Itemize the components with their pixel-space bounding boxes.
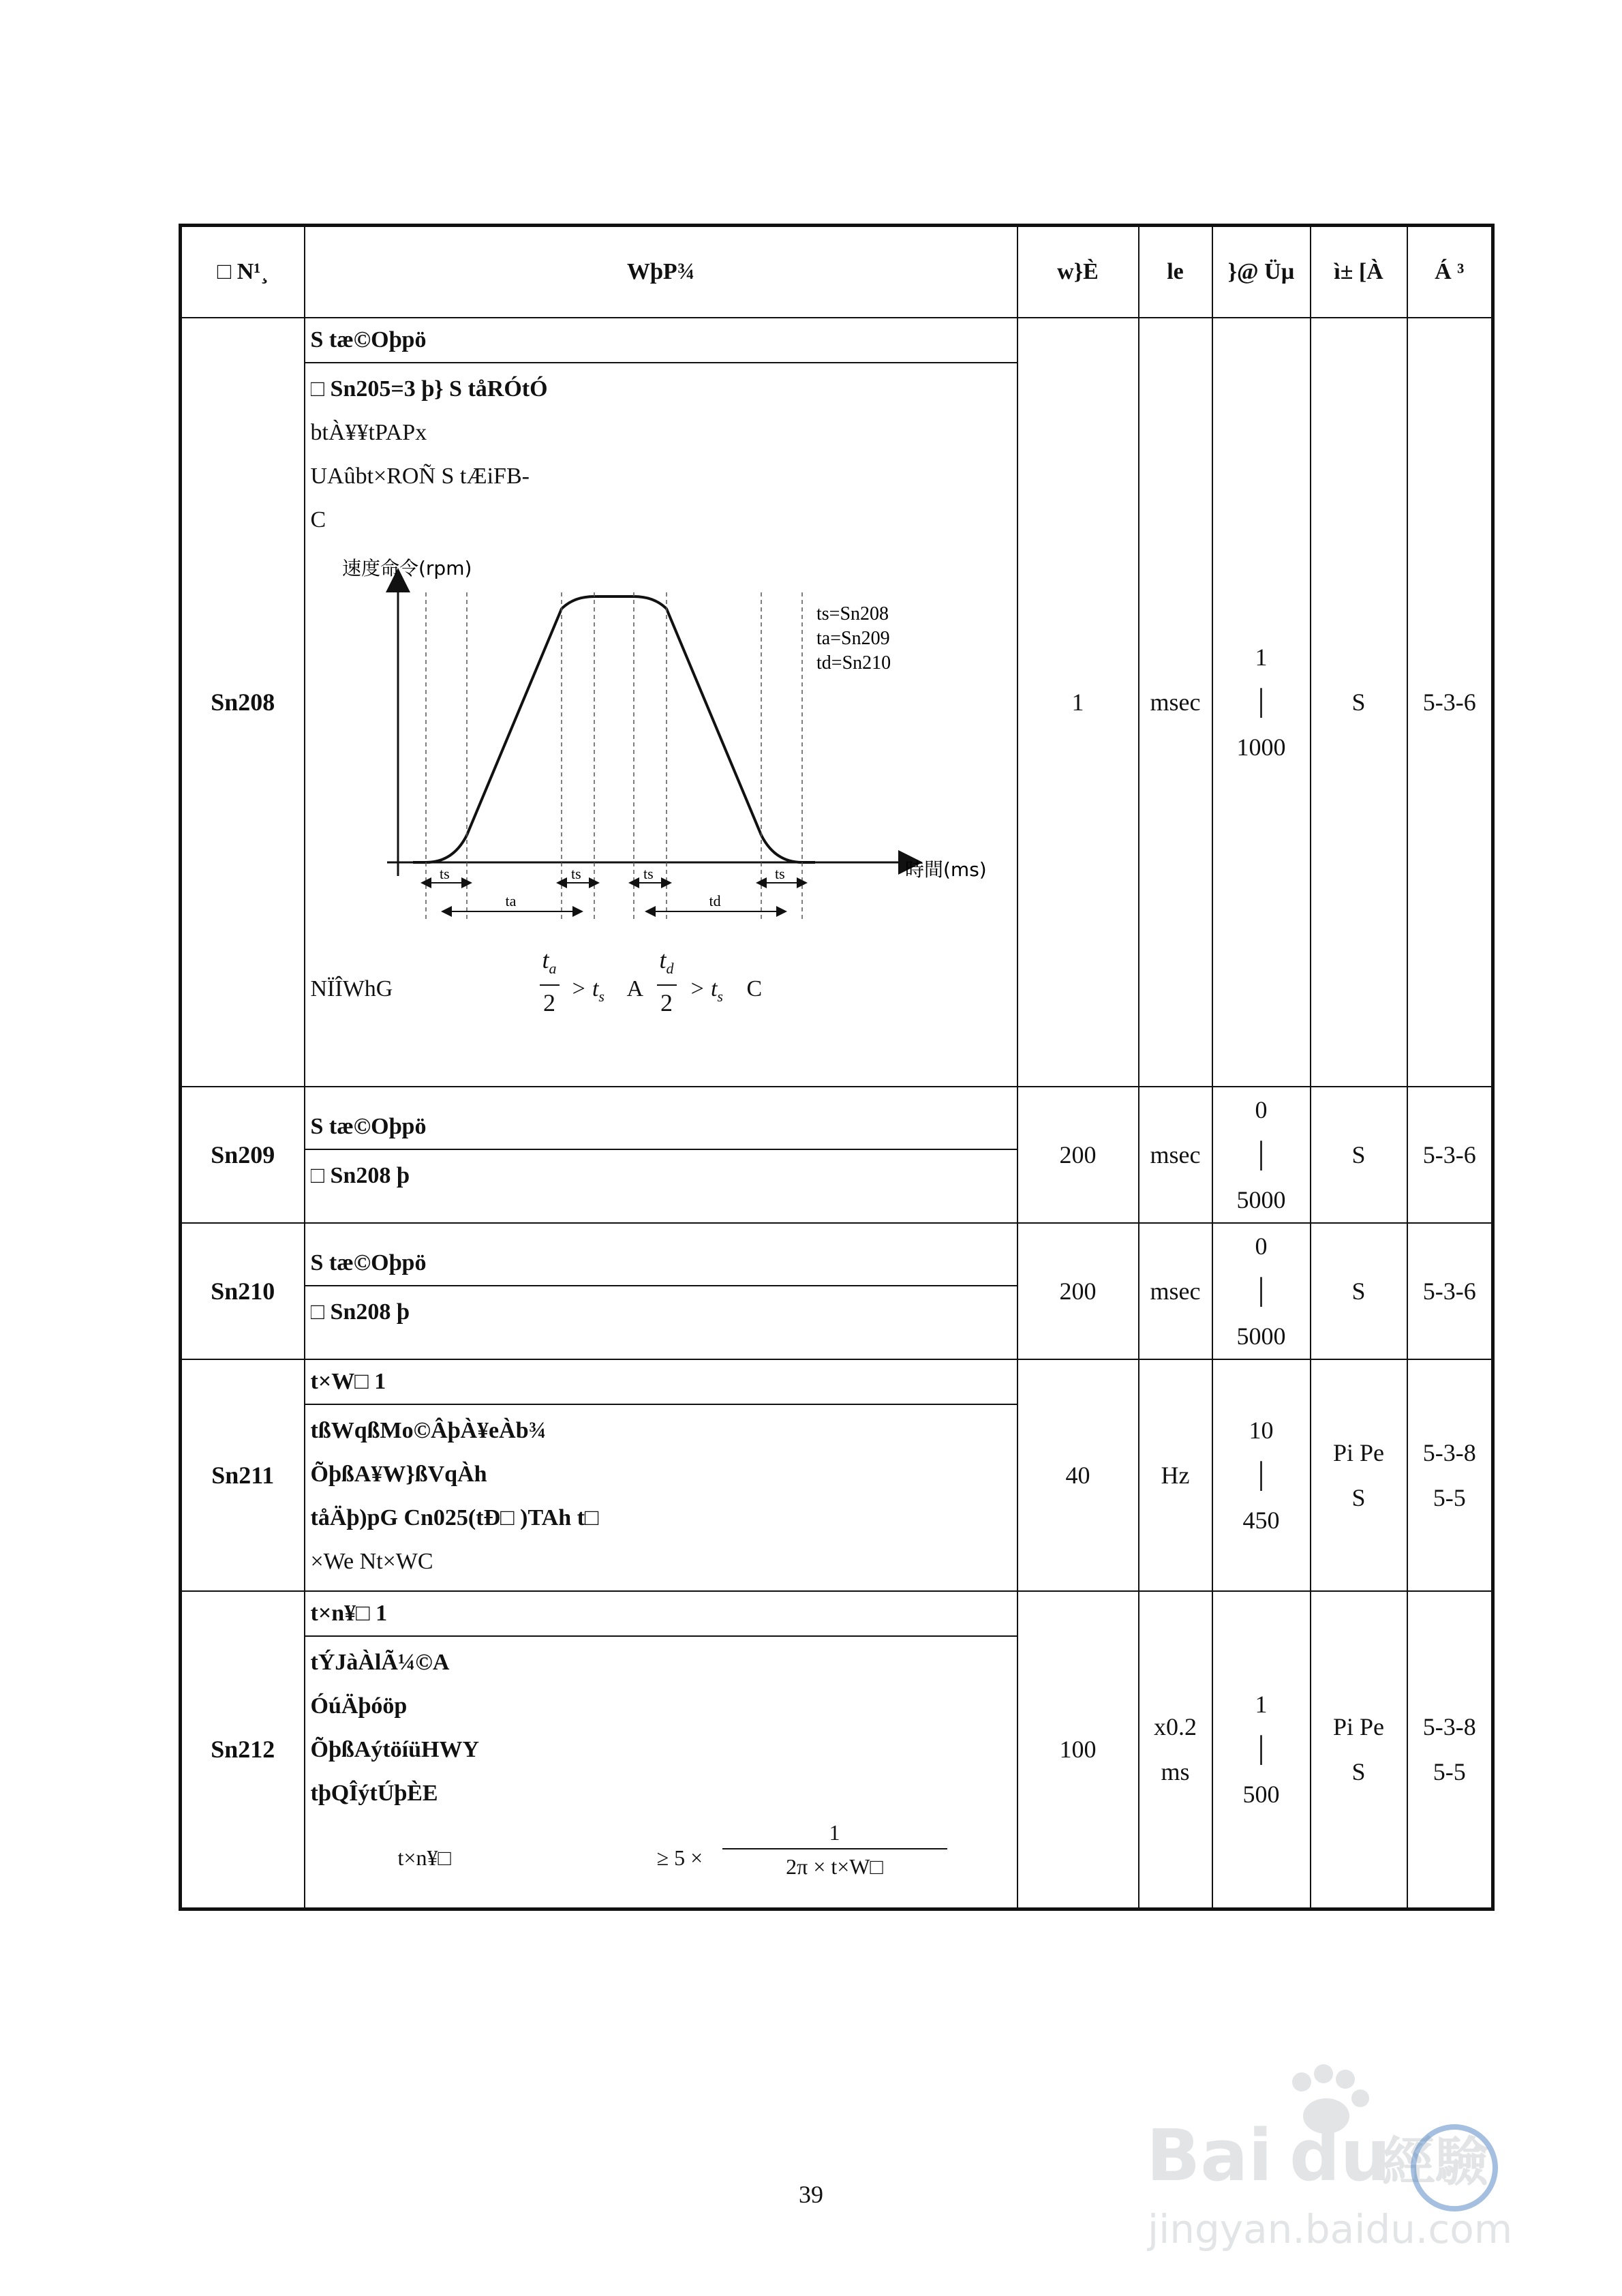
range-separator: │	[1252, 689, 1270, 716]
gt-sign: > t	[570, 976, 599, 1001]
default-value: 1	[1017, 318, 1139, 1087]
x-axis-label: 時間(ms)	[904, 858, 987, 881]
section-value: 5-3-6	[1407, 1087, 1493, 1223]
ts-label: ts	[774, 865, 785, 882]
range-max: 500	[1242, 1781, 1280, 1809]
control-mode-value: Pi Pe S	[1311, 1591, 1407, 1909]
formula-end: C	[746, 976, 763, 1001]
ta-label: ta	[505, 892, 516, 909]
header-range: }@ Üµ	[1212, 226, 1311, 318]
watermark-bai: Bai	[1146, 2114, 1273, 2197]
paw-pad	[1292, 2072, 1311, 2091]
param-number: Sn212	[181, 1591, 305, 1909]
gt-sign: > t	[689, 976, 718, 1001]
unit-value: msec	[1139, 1223, 1212, 1359]
cutoff-formula	[311, 1815, 1011, 1890]
param-title: S tæ©Oþpö	[305, 1105, 1017, 1150]
header-param-no: □ N¹¸	[181, 226, 305, 318]
default-value: 200	[1017, 1087, 1139, 1223]
formula-den: 2π × t×W□	[786, 1854, 883, 1879]
formula-lhs: t×n¥□	[397, 1845, 451, 1870]
header-control-mode: ì± [À	[1311, 226, 1407, 318]
param-description	[305, 318, 1017, 1087]
param-number: Sn209	[181, 1087, 305, 1223]
y-axis-label: 速度命令(rpm)	[341, 557, 472, 579]
desc-line: ÕþßA¥W}ßVqÀh	[310, 1462, 487, 1487]
range-min: 0	[1255, 1233, 1268, 1260]
param-title: S tæ©Oþpö	[305, 318, 1017, 363]
inequality-ts	[571, 967, 605, 1018]
note-prefix: NÏÎWhG	[310, 976, 393, 1001]
watermark-du: du	[1289, 2114, 1391, 2197]
range-value	[1212, 318, 1311, 1087]
param-description	[305, 1359, 1017, 1591]
param-body	[305, 1405, 1017, 1590]
param-body	[305, 363, 1017, 1040]
inequality-ts-2	[690, 967, 723, 1018]
desc-line: □ Sn208 þ	[310, 1163, 410, 1188]
frac-sub: d	[666, 960, 674, 978]
range-value	[1212, 1359, 1311, 1591]
paw-pad	[1351, 2089, 1369, 2107]
range-separator: │	[1252, 1462, 1270, 1489]
range-separator: │	[1252, 1278, 1270, 1305]
ts-label: ts	[643, 865, 654, 882]
desc-line: C	[310, 507, 326, 532]
formula-prefix: ≥ 5 ×	[656, 1845, 703, 1870]
desc-line: □ Sn208 þ	[310, 1299, 410, 1325]
desc-line: □ Sn205=3 þ} S tåRÓtÓ	[310, 376, 548, 402]
header-unit: le	[1139, 226, 1212, 318]
watermark-url: jingyan.baidu.com	[1148, 2206, 1513, 2252]
range-value	[1212, 1591, 1311, 1909]
param-number: Sn211	[181, 1359, 305, 1591]
section-value: 5-3-8 5-5	[1407, 1591, 1493, 1909]
paw-pad	[1314, 2064, 1333, 2083]
desc-line: tþQÎýtÚþÈE	[310, 1781, 438, 1806]
control-mode-value: S	[1311, 1223, 1407, 1359]
fraction-td-over-2	[657, 944, 677, 1020]
frac-num: t	[542, 946, 549, 973]
range-min: 1	[1255, 644, 1268, 671]
ts-label: ts	[439, 865, 450, 882]
frac-sub: a	[549, 960, 557, 978]
table-row	[181, 318, 1493, 1087]
paw-pad	[1336, 2070, 1355, 2089]
speed-profile-svg	[311, 556, 992, 944]
default-value: 200	[1017, 1223, 1139, 1359]
page-number: 39	[799, 2181, 823, 2208]
range-value	[1212, 1223, 1311, 1359]
frac-num: t	[659, 946, 667, 973]
table-row	[181, 1591, 1493, 1909]
range-min: 1	[1255, 1691, 1268, 1719]
range-min: 0	[1255, 1096, 1268, 1123]
range-min: 10	[1249, 1417, 1274, 1444]
range-max: 5000	[1236, 1323, 1286, 1350]
table-row	[181, 1087, 1493, 1223]
formula-fraction	[722, 1817, 947, 1884]
speed-profile-line	[413, 596, 815, 862]
default-value: 40	[1017, 1359, 1139, 1591]
condition-formula	[311, 944, 1011, 1033]
param-title: S tæ©Oþpö	[305, 1241, 1017, 1286]
param-description	[305, 1223, 1017, 1359]
section-value: 5-3-6	[1407, 318, 1493, 1087]
legend-ta: ta=Sn209	[816, 628, 890, 649]
frac-den: 2	[543, 989, 555, 1017]
section-value: 5-3-6	[1407, 1223, 1493, 1359]
default-value: 100	[1017, 1591, 1139, 1909]
legend-ts: ts=Sn208	[816, 603, 889, 624]
legend-td: td=Sn210	[816, 652, 891, 674]
separator-a: A	[626, 976, 644, 1001]
param-title: t×W□ 1	[305, 1360, 1017, 1405]
range-max: 5000	[1236, 1186, 1286, 1213]
parameter-table	[179, 224, 1495, 1911]
unit-value: x0.2 ms	[1139, 1591, 1212, 1909]
range-max: 1000	[1236, 734, 1286, 761]
baidu-jingyan-watermark	[1145, 2059, 1527, 2263]
param-number: Sn210	[181, 1223, 305, 1359]
header-description: WþP¾	[305, 226, 1017, 318]
range-separator: │	[1252, 1736, 1270, 1764]
desc-line: btÀ¥¥tPAPx	[310, 420, 427, 445]
range-separator: │	[1252, 1141, 1270, 1168]
param-body	[305, 1286, 1017, 1341]
desc-line: ÓúÄþóöp	[310, 1693, 408, 1719]
header-default: w}È	[1017, 226, 1139, 318]
control-mode-value: Pi Pe S	[1311, 1359, 1407, 1591]
unit-value: msec	[1139, 318, 1212, 1087]
speed-profile-chart	[311, 556, 992, 944]
watermark-jingyan: 經驗	[1382, 2132, 1489, 2193]
range-max: 450	[1242, 1507, 1280, 1534]
desc-line: tßWqßMo©ÂþÀ¥eÀb¾	[310, 1418, 547, 1443]
desc-line: ÕþßAýtöíüHWY	[310, 1737, 479, 1762]
formula-num: 1	[722, 1817, 947, 1849]
param-description	[305, 1087, 1017, 1223]
desc-line: tÝJàÀlÃ¼©A	[310, 1650, 450, 1675]
frac-den: 2	[660, 989, 673, 1017]
unit-value: msec	[1139, 1087, 1212, 1223]
control-mode-value: S	[1311, 318, 1407, 1087]
sub-s: s	[717, 987, 723, 1005]
table-row	[181, 1223, 1493, 1359]
desc-line: ×We Nt×WC	[310, 1549, 433, 1574]
ts-label: ts	[570, 865, 581, 882]
fraction-ta-over-2	[540, 944, 560, 1020]
sub-s: s	[598, 987, 605, 1005]
param-body	[305, 1637, 1017, 1897]
param-number: Sn208	[181, 318, 305, 1087]
header-section: Á ³	[1407, 226, 1493, 318]
table-row	[181, 1359, 1493, 1591]
range-value	[1212, 1087, 1311, 1223]
param-title: t×n¥□ 1	[305, 1592, 1017, 1637]
td-label: td	[709, 892, 721, 909]
param-body	[305, 1150, 1017, 1205]
section-value: 5-3-8 5-5	[1407, 1359, 1493, 1591]
desc-line: tåÄþ)pG Cn025(tÐ□ )TAh t□	[310, 1505, 599, 1530]
unit-value: Hz	[1139, 1359, 1212, 1591]
control-mode-value: S	[1311, 1087, 1407, 1223]
table-header-row	[181, 226, 1493, 318]
param-description	[305, 1591, 1017, 1909]
desc-line: UAûbt×ROÑ S tÆiFB-	[310, 464, 530, 489]
